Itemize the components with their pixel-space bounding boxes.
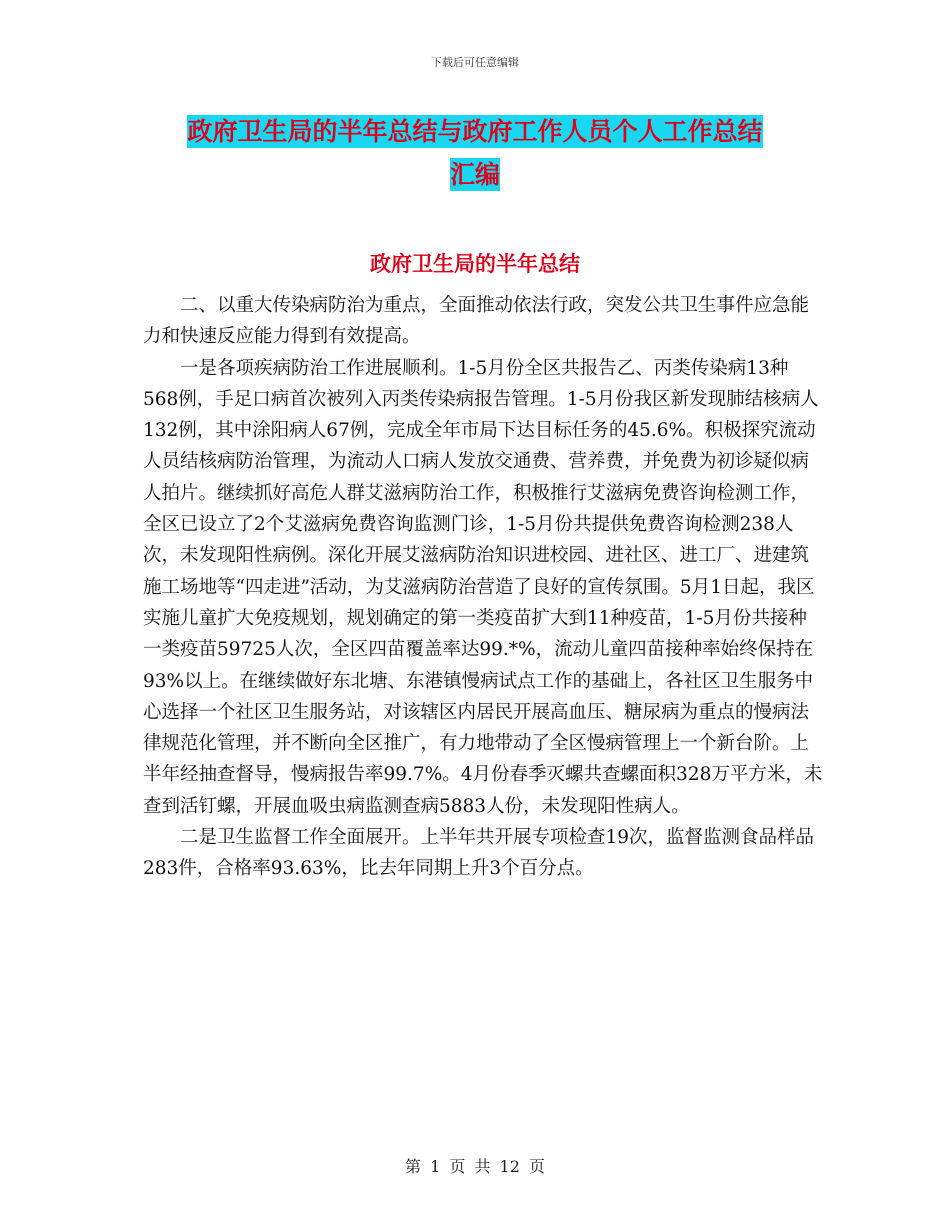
document-title-line-2: 汇编 [449,160,500,189]
paragraph-3: 二是卫生监督工作全面展开。上半年共开展专项检查19次，监督监测食品样品283件，合格率93.63%，比去年同期上升3个百分点。 [143,827,815,880]
paragraph-2: 一是各项疾病防治工作进展顺利。1-5月份全区共报告乙、丙类传染病13种568例，手足口病首次被列入丙类传染病报告管理。1-5月份我区新发现肺结核病人132例，其中涂阳病人67例，完成全年市局下达目标任务的45.6%。积极探究流动人员结核病防治管理，为流动人口病人发放交通费、营养费，并免费为初诊疑似病人拍片。继续抓好高危人群艾滋病防治工作，积极推行艾滋病免费咨询检测工作，全区已设立了2个艾滋病免费咨询监测门诊，1-5月份共提供免费咨询检测238人次，未发现阳性病例。深化开展艾滋病防治知识进校园、进社区、进工厂、进建筑施工场地等“四走进”活动，为艾滋病防治营造了良好的宣传氛围。5月1日起，我区实施儿童扩大免疫规划，规划确定的第一类疫苗扩大到11种疫苗，1-5月份共接种一类疫苗59725人次，全区四苗覆盖率达99.*%，流动儿童四苗接种率始终保持在93%以上。在继续做好东北塘、东港镇慢病试点工作的基础上，各社区卫生服务中心选择一个社区卫生服务站，对该辖区内居民开展高血压、糖尿病为重点的慢病法律规范化管理，并不断向全区推广，有力地带动了全区慢病管理上一个新台阶。上半年经抽查督导，慢病报告率99.7%。4月份春季灭螺共查螺面积328万平方米，未查到活钉螺，开展血吸虫病监测查病5883人份，未发现阳性病人。 [143,357,823,817]
paragraph-1: 二、以重大传染病防治为重点，全面推动依法行政，突发公共卫生事件应急能力和快速反应能力得到有效提高。 [143,295,810,348]
page-footer: 第 1 页 共 12 页 [405,1157,545,1176]
document-title-line-1: 政府卫生局的半年总结与政府工作人员个人工作总结 [187,117,763,146]
section-title: 政府卫生局的半年总结 [370,252,580,276]
document-title [0,110,950,196]
body-text [143,290,823,885]
header-note: 下载后可任意编辑 [431,56,519,69]
